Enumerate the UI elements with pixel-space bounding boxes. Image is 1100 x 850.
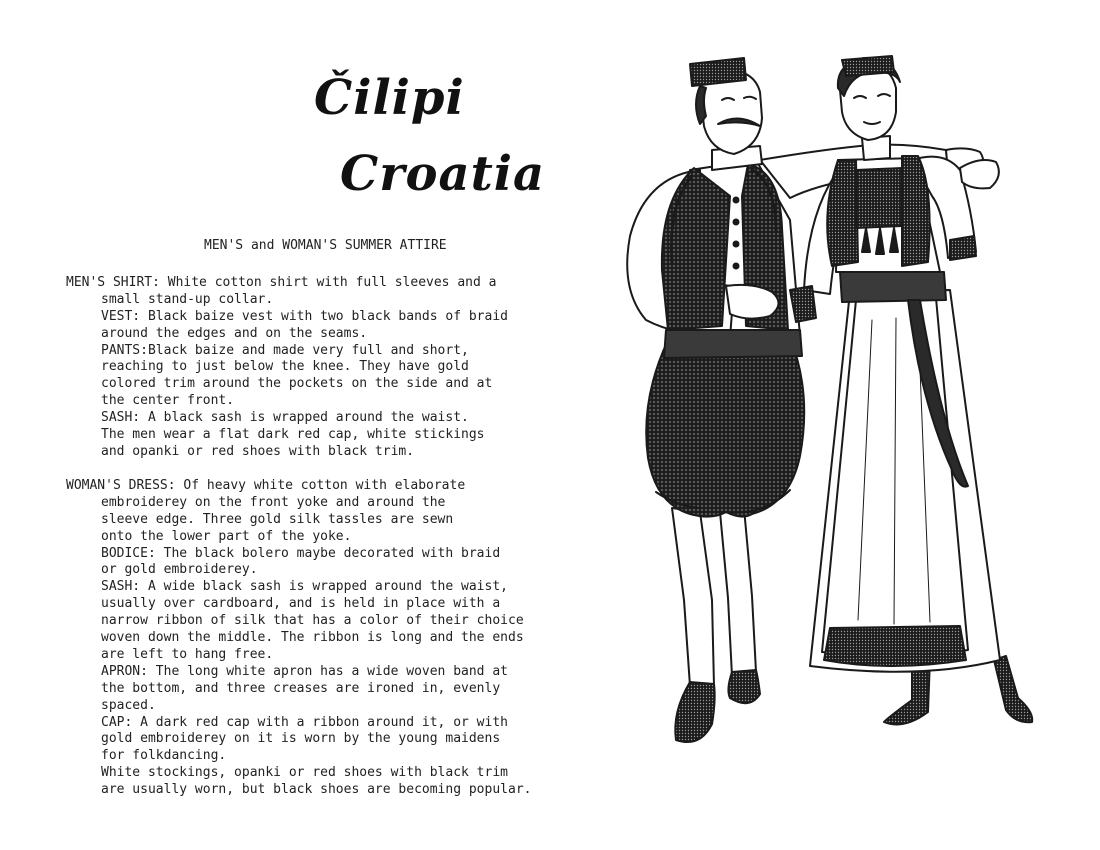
man-stocking-left: [672, 508, 714, 686]
mens-attire-paragraph: [66, 275, 586, 461]
man-stocking-right: [720, 508, 756, 676]
woman-embroidered-yoke: [856, 168, 902, 228]
woman-cap: [842, 56, 894, 76]
text-line: spaced.: [101, 697, 156, 713]
shirt-button: [734, 264, 739, 269]
woman-apron-band: [824, 626, 966, 666]
shirt-button: [734, 220, 739, 225]
text-line: SASH: A wide black sash is wrapped around the waist,: [101, 579, 508, 595]
title-town: Čilipi: [314, 70, 465, 126]
woman-shoe-right: [994, 656, 1032, 722]
text-line: gold embroiderey on it is worn by the young maidens: [101, 731, 501, 747]
text-line: PANTS:Black baize and made very full and short,: [101, 342, 469, 358]
costume-description: [66, 238, 586, 799]
text-line: and opanki or red shoes with black trim.: [101, 443, 415, 459]
text-line: BODICE: The black bolero maybe decorated with braid: [101, 545, 501, 561]
shirt-button: [734, 198, 739, 203]
man-shoe-left: [675, 682, 714, 742]
text-line: usually over cardboard, and is held in place with a: [101, 596, 501, 612]
woman-sleeve-embroidery: [950, 236, 976, 260]
text-line: sleeve edge. Three gold silk tassles are sewn: [101, 511, 454, 527]
womens-attire-paragraph: [66, 478, 586, 799]
text-line: VEST: Black baize vest with two black bands of braid: [101, 308, 508, 324]
costume-couple-illustration: [600, 50, 1100, 770]
shirt-button: [734, 242, 739, 247]
text-line: are usually worn, but black shoes are becoming popular.: [101, 782, 532, 798]
text-line: embroiderey on the front yoke and around the: [101, 494, 446, 510]
text-line: are left to hang free.: [101, 646, 274, 662]
text-line: SASH: A black sash is wrapped around the waist.: [101, 410, 469, 426]
man-hair: [696, 86, 706, 124]
subtitle: MEN'S and WOMAN'S SUMMER ATTIRE: [204, 238, 447, 253]
text-line: colored trim around the pockets on the side and at: [101, 376, 493, 392]
text-line: the bottom, and three creases are ironed in, evenly: [101, 680, 501, 696]
woman-sash: [840, 272, 946, 302]
man-flat-cap: [690, 58, 746, 86]
woman-tassels: [862, 228, 898, 254]
text-line: for folkdancing.: [101, 748, 227, 764]
text-line: small stand-up collar.: [101, 291, 274, 307]
man-sash: [664, 330, 802, 358]
man-shoe-right: [728, 670, 760, 703]
text-line: White stockings, opanki or red shoes with black trim: [101, 765, 508, 781]
text-line: around the edges and on the seams.: [101, 325, 368, 341]
text-line: woven down the middle. The ribbon is long and the ends: [101, 630, 524, 646]
text-line: onto the lower part of the yoke.: [101, 528, 352, 544]
man-pants: [646, 338, 804, 517]
text-line: The men wear a flat dark red cap, white stickings: [101, 427, 485, 443]
woman-hand-right: [960, 160, 999, 188]
text-line: WOMAN'S DRESS: Of heavy white cotton with elaborate: [66, 477, 466, 493]
text-line: APRON: The long white apron has a wide woven band at: [101, 663, 508, 679]
text-line: CAP: A dark red cap with a ribbon around it, or with: [101, 714, 508, 730]
text-line: the center front.: [101, 393, 235, 409]
text-line: or gold embroiderey.: [101, 562, 258, 578]
text-line: narrow ribbon of silk that has a color of their choice: [101, 613, 524, 629]
title-country: Croatia: [340, 146, 546, 202]
text-line: reaching to just below the knee. They have gold: [101, 359, 469, 375]
text-line: MEN'S SHIRT: White cotton shirt with full sleeves and a: [66, 274, 497, 290]
